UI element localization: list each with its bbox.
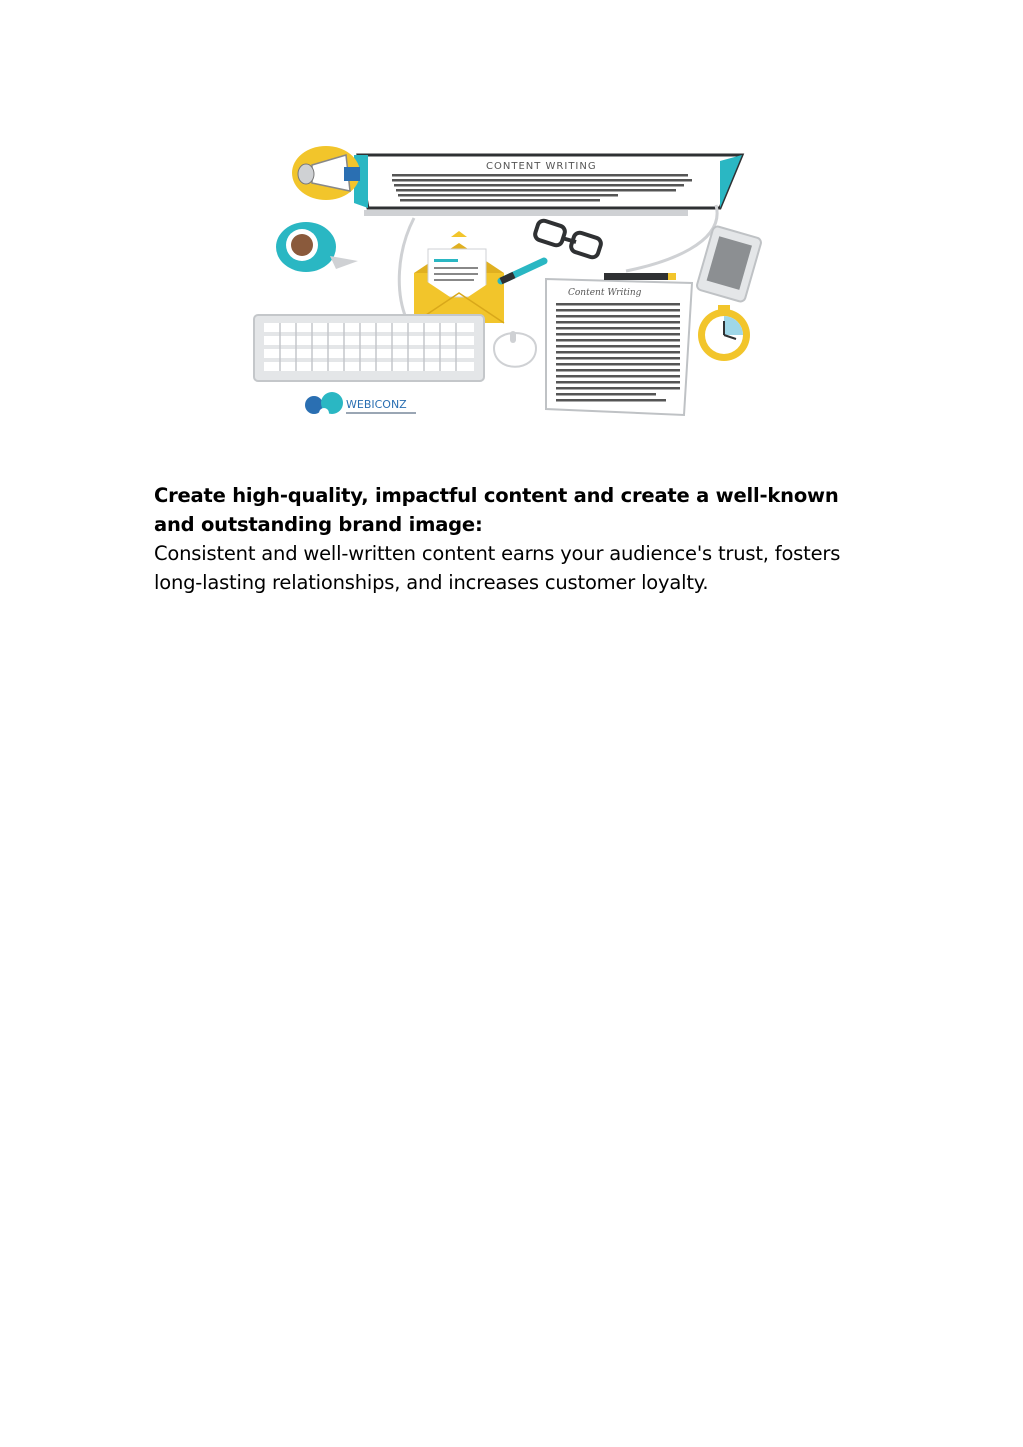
mouse-icon [494,331,536,367]
clock-icon [698,305,750,361]
section-body: Consistent and well-written content earns your audience's trust, fosters long-lasting relationships, and increases customer loyalty. [154,542,841,594]
coffee-cup-icon [276,222,358,272]
megaphone-icon [292,146,360,200]
envelope-icon [414,231,504,323]
section-heading: Create high-quality, impactful content and create a well-known and outstanding brand image: [154,484,839,536]
text-section [154,481,874,597]
document-icon [546,273,692,415]
screen-title: CONTENT WRITING [486,161,597,172]
pen-icon [501,261,544,281]
paper-title: Content Writing [568,288,642,298]
glasses-icon [534,219,603,259]
monitor-icon [354,155,742,216]
webiconz-logo [305,392,416,418]
keyboard-icon [254,315,484,381]
logo-text: WEBICONZ [346,398,407,411]
content-writing-illustration [246,143,766,433]
